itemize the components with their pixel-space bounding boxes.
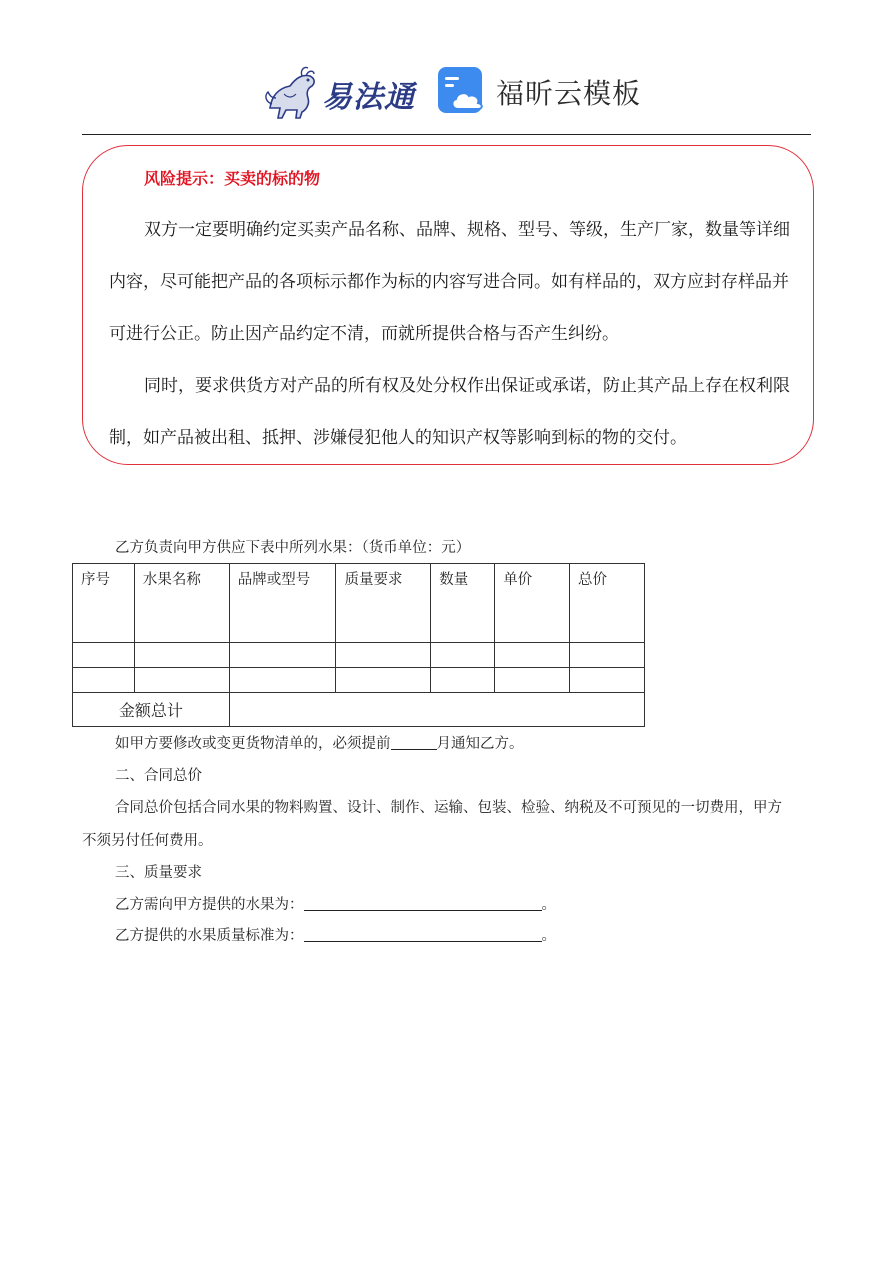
- header-brand-model: 品牌或型号: [229, 564, 336, 643]
- header-divider: [82, 134, 811, 135]
- table-intro: 乙方负责向甲方供应下表中所列水果：（货币单位：元）: [115, 540, 471, 556]
- goods-table: [72, 563, 645, 727]
- header-fruit-name: 水果名称: [134, 564, 229, 643]
- notice-months-blank[interactable]: [391, 735, 437, 750]
- quality-standard-blank[interactable]: [304, 927, 542, 942]
- cloud-doc-logo-icon: [436, 65, 488, 117]
- table-cell[interactable]: [134, 668, 229, 693]
- risk-paragraph-2: 同时，要求供货方对产品的所有权及处分权作出保证或承诺，防止其产品上存在权利限制，如产品被出租、抵押、涉嫌侵犯他人的知识产权等影响到标的物的交付。: [109, 376, 790, 448]
- table-cell[interactable]: [73, 643, 135, 668]
- quality-line-2: [115, 924, 556, 945]
- quality-fruit-blank[interactable]: [304, 896, 542, 911]
- header-quality: 质量要求: [336, 564, 431, 643]
- notice-line: [115, 732, 524, 753]
- table-cell[interactable]: [73, 668, 135, 693]
- price-paragraph-cont: 不须另付任何费用。: [82, 833, 213, 849]
- table-cell[interactable]: [336, 643, 431, 668]
- table-row: [73, 643, 645, 668]
- quality-end-2: 。: [541, 928, 556, 944]
- table-cell[interactable]: [495, 643, 570, 668]
- header-total-price: 总价: [570, 564, 645, 643]
- risk-paragraph-1: 双方一定要明确约定买卖产品名称、品牌、规格、型号、等级，生产厂家，数量等详细内容，尽可能把产品的各项标示都作为标的内容写进合同。如有样品的，双方应封存样品并可进行公正。防止因产品约定不清，而就所提供合格与否产生纠纷。: [109, 220, 790, 344]
- table-row: [73, 668, 645, 693]
- table-total-row: [73, 693, 645, 727]
- table-cell[interactable]: [495, 668, 570, 693]
- price-paragraph: 合同总价包括合同水果的物料购置、设计、制作、运输、包装、检验、纳税及不可预见的一切费用，甲方: [115, 800, 782, 816]
- section-3-heading: 三、质量要求: [115, 865, 202, 881]
- total-label: 金额总计: [73, 693, 230, 727]
- table-cell[interactable]: [431, 643, 495, 668]
- table-cell[interactable]: [336, 668, 431, 693]
- qilin-logo-icon: [262, 64, 322, 120]
- quality-end-1: 。: [541, 897, 556, 913]
- quality-line-1: [115, 893, 556, 914]
- table-cell[interactable]: [570, 643, 645, 668]
- total-value-cell[interactable]: [229, 693, 644, 727]
- notice-text-pre: 如甲方要修改或变更货物清单的，必须提前: [115, 736, 391, 752]
- header-unit-price: 单价: [495, 564, 570, 643]
- table-cell[interactable]: [229, 668, 336, 693]
- risk-title: 风险提示：买卖的标的物: [144, 169, 321, 188]
- table-cell[interactable]: [570, 668, 645, 693]
- table-cell[interactable]: [229, 643, 336, 668]
- header-quantity: 数量: [431, 564, 495, 643]
- table-header-row: [73, 564, 645, 643]
- quality-label-1: 乙方需向甲方提供的水果为：: [115, 897, 304, 913]
- table-cell[interactable]: [134, 643, 229, 668]
- quality-label-2: 乙方提供的水果质量标准为：: [115, 928, 304, 944]
- section-2-heading: 二、合同总价: [115, 768, 202, 784]
- page-header: [0, 58, 893, 124]
- header-serial: 序号: [73, 564, 135, 643]
- notice-text-post: 月通知乙方。: [436, 736, 524, 752]
- brand-yifatong: 易法通: [322, 80, 415, 115]
- risk-notice-box: [82, 145, 814, 465]
- brand-foxit-templates: 福昕云模板: [496, 77, 642, 110]
- table-cell[interactable]: [431, 668, 495, 693]
